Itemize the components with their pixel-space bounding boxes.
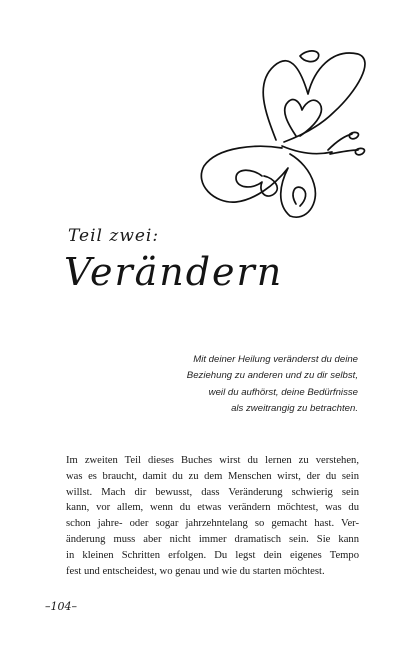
page-number: –104– <box>45 600 77 613</box>
body-line: schon jahre- oder sogar jahrzehntelang so gemacht hast. Ver- <box>66 518 359 530</box>
chapter-kicker: Teil zwei: <box>68 226 160 246</box>
body-line: änderung muss aber nicht immer dramatisch sein. Sie kann <box>66 533 359 545</box>
body-paragraph <box>66 453 359 579</box>
quote-line: weil du aufhörst, deine Bedürfnisse <box>208 386 358 398</box>
body-line: in kleinen Schritten erfolgen. Du legst dein eigenes Tempo <box>66 549 359 561</box>
body-line: Im zweiten Teil dieses Buches wirst du lernen zu verstehen, <box>66 455 359 466</box>
body-line: was es braucht, damit du zu dem Menschen wirst, der du sein <box>66 470 359 482</box>
quote-line: als zweitrangig zu betrachten. <box>231 403 358 415</box>
body-line: kann, vor allem, wenn du etwas verändern möchtest, was du <box>66 502 359 514</box>
body-line: willst. Mach dir bewusst, dass Veränderung schwierig sein <box>66 486 359 498</box>
body-line: fest und entscheidest, wo genau und wie du starten möchtest. <box>66 565 325 577</box>
pull-quote <box>128 352 358 418</box>
butterfly-illustration <box>196 44 372 220</box>
chapter-title: Verändern <box>64 250 284 294</box>
quote-line: Beziehung zu anderen und zu dir selbst, <box>186 370 358 382</box>
quote-line: Mit deiner Heilung veränderst du deine <box>193 354 358 365</box>
